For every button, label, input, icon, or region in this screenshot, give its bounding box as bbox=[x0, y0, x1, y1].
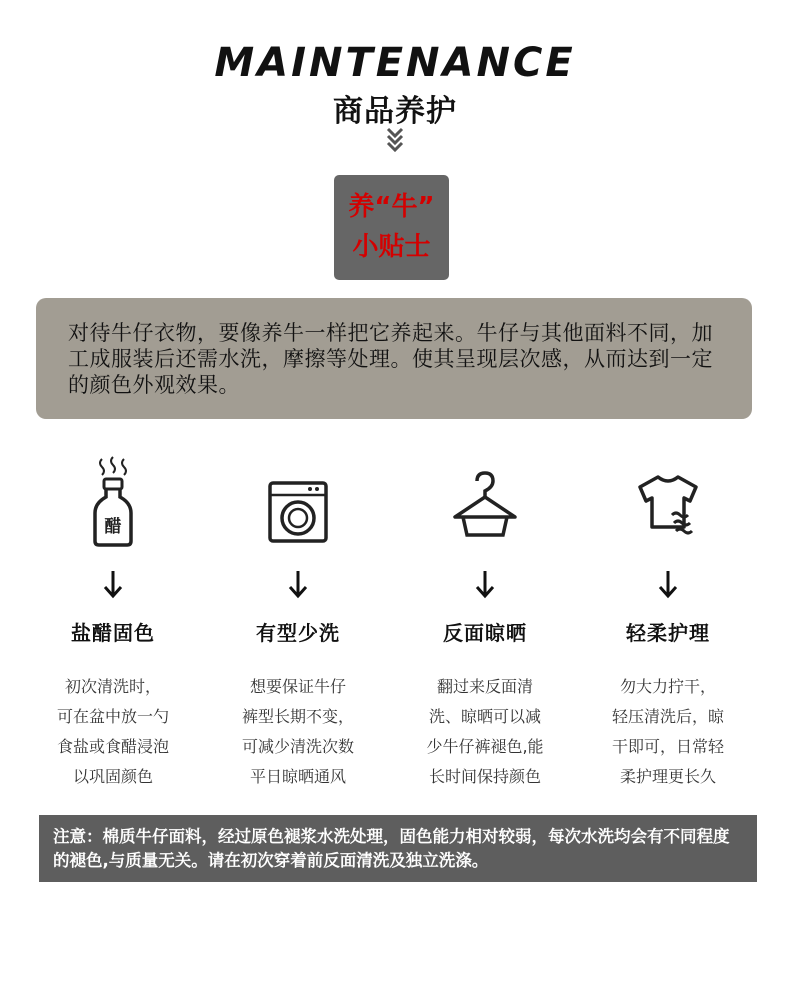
care-item-wash bbox=[213, 455, 383, 792]
care-heading: 反面晾晒 bbox=[443, 621, 527, 645]
washing-machine-icon bbox=[262, 455, 334, 547]
vinegar-bottle-icon bbox=[77, 455, 149, 547]
care-item-vinegar bbox=[28, 455, 198, 792]
care-item-dry bbox=[400, 455, 570, 792]
double-chevron-down-icon bbox=[385, 126, 405, 152]
vinegar-label: 醋 bbox=[104, 517, 122, 537]
hanger-icon bbox=[449, 455, 521, 547]
care-description: 勿大力拧干， 轻压清洗后，晾 干即可，日常轻 柔护理更长久 bbox=[611, 677, 724, 786]
care-heading: 有型少洗 bbox=[256, 621, 340, 645]
tip-badge bbox=[334, 175, 449, 280]
arrow-down-icon bbox=[287, 569, 309, 599]
care-heading: 轻柔护理 bbox=[626, 621, 710, 645]
care-heading: 盐醋固色 bbox=[71, 621, 155, 645]
tip-line1: 养“牛” bbox=[348, 192, 435, 222]
tshirt-steam-icon bbox=[632, 455, 704, 547]
tip-line2: 小贴士 bbox=[352, 232, 431, 262]
title-en: MAINTENANCE bbox=[214, 40, 576, 86]
arrow-down-icon bbox=[102, 569, 124, 599]
arrow-down-icon bbox=[474, 569, 496, 599]
care-description: 翻过来反面清 洗、晾晒可以减 少牛仔裤褪色,能 长时间保持颜色 bbox=[426, 677, 544, 786]
notice-banner: 注意：棉质牛仔面料，经过原色褪浆水洗处理，固色能力相对较弱，每次水洗均会有不同程度的褪色,与质量无关。请在初次穿着前反面清洗及独立洗涤。 bbox=[39, 815, 757, 882]
arrow-down-icon bbox=[657, 569, 679, 599]
care-description: 想要保证牛仔 裤型长期不变， 可减少清洗次数 平日晾晒通风 bbox=[241, 677, 354, 786]
intro-text: 对待牛仔衣物，要像养牛一样把它养起来。牛仔与其他面料不同，加工成服装后还需水洗，摩擦等处理。使其呈现层次感，从而达到一定的颜色外观效果。 bbox=[36, 298, 752, 419]
title-cn: 商品养护 bbox=[333, 94, 457, 129]
care-item-gentle bbox=[583, 455, 753, 792]
care-description: 初次清洗时， 可在盆中放一勺 食盐或食醋浸泡 以巩固颜色 bbox=[56, 677, 169, 786]
